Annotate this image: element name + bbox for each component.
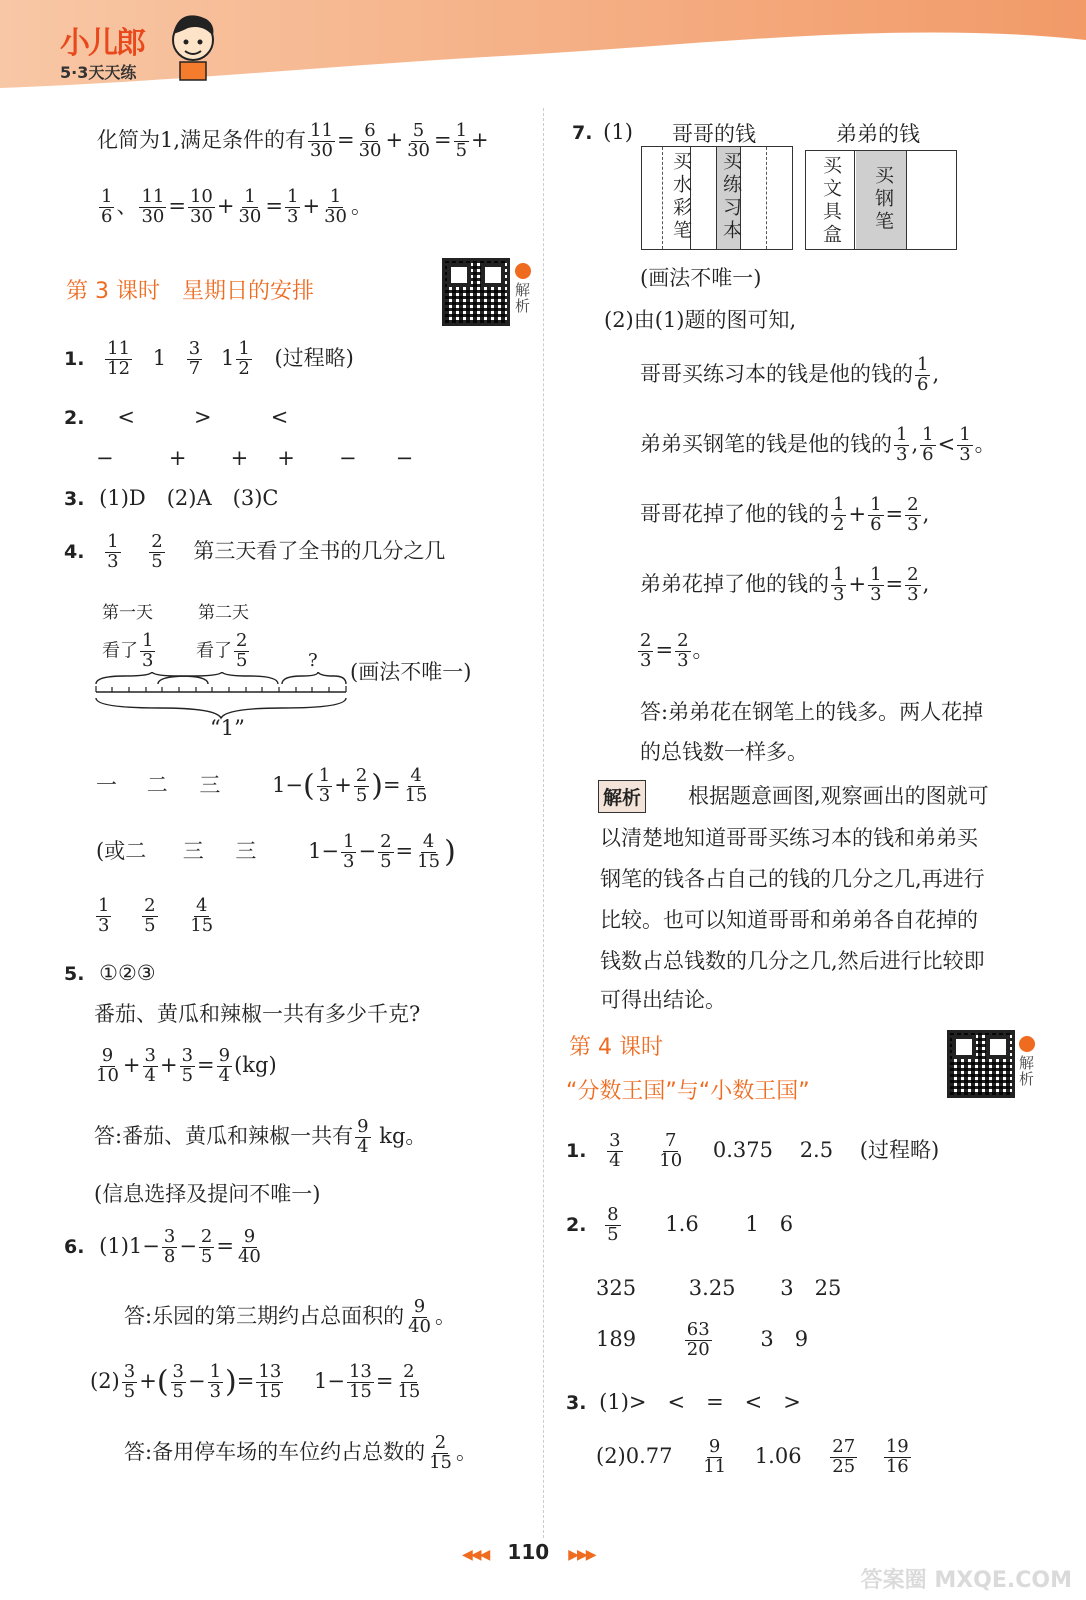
brother-item-workbook: 买练习本 bbox=[720, 151, 742, 243]
q5-equation: $\frac{9}{10}$ + $\frac{3}{4}$ + $\frac{3}{5}$ = $\frac{9}{4}$ (kg) bbox=[96, 1045, 277, 1086]
fraction: $\frac{3}{7}$ bbox=[188, 338, 201, 379]
younger-pen-line: 弟弟买钢笔的钱是他的钱的 $\frac{1}{3}$ , $\frac{1}{6}$ < $\frac{1}{3}$ 。 bbox=[640, 424, 996, 465]
fraction: $\frac{1}{3}$ bbox=[209, 1361, 222, 1402]
fraction: $\frac{2}{3}$ bbox=[677, 630, 689, 671]
fraction: $\frac{1}{3}$ bbox=[896, 424, 908, 465]
fraction: $\frac{1}{3}$ bbox=[287, 186, 299, 227]
l4-q3-part2: (2)0.77 $\frac{9}{11}$ 1.06 $\frac{27}{25}$ $\frac{19}{16}$ bbox=[596, 1436, 909, 1477]
q4-order-row-b: (或二 三 三 1− $\frac{1}{3}$ − $\frac{2}{5}$ = $\frac{4}{15}$ ) bbox=[96, 831, 456, 872]
brother-book-line: 哥哥买练习本的钱是他的钱的 $\frac{1}{6}$ , bbox=[640, 354, 940, 395]
fraction: $\frac{2}{5}$ bbox=[355, 765, 368, 806]
page-number: 110 bbox=[507, 1540, 550, 1564]
qr-code-icon[interactable] bbox=[442, 258, 510, 326]
brother-item-watercolor: 买水彩笔 bbox=[670, 151, 692, 243]
fraction: $\frac{1}{3}$ bbox=[833, 564, 845, 605]
q4-order-row-a: 一 二 三 1−( $\frac{1}{3}$ + $\frac{2}{5}$ )= $\frac{4}{15}$ bbox=[96, 765, 428, 806]
q5-question: 番茄、黄瓜和辣椒一共有多少千克? bbox=[94, 1002, 421, 1026]
fraction: $\frac{1}{6}$ bbox=[922, 424, 934, 465]
younger-item-pen: 买钢笔 bbox=[872, 165, 894, 234]
fraction: $\frac{1}{3}$ bbox=[870, 564, 882, 605]
qr-label: 解析 bbox=[1019, 1054, 1035, 1088]
analysis-line-6: 可得出结论。 bbox=[600, 988, 726, 1012]
fraction: $\frac{1}{30}$ bbox=[324, 186, 347, 227]
diagram-question: ? bbox=[308, 650, 318, 671]
analysis-badge: 解析 bbox=[598, 780, 646, 813]
fraction: $\frac{4}{15}$ bbox=[404, 765, 428, 806]
fraction: $\frac{11}{30}$ bbox=[141, 186, 165, 227]
q5-row: 5. ①②③ bbox=[64, 961, 156, 985]
fraction: $\frac{27}{25}$ bbox=[832, 1436, 856, 1477]
play-icon bbox=[1019, 1036, 1035, 1052]
analysis-line-3: 钢笔的钱各占自己的钱的几分之几,再进行 bbox=[600, 867, 985, 891]
lesson-4-title: 第 4 课时 bbox=[569, 1035, 663, 1060]
fraction: $\frac{3}{4}$ bbox=[144, 1045, 156, 1086]
fraction: $\frac{1}{6}$ bbox=[870, 494, 882, 535]
line-segment-diagram bbox=[90, 672, 352, 720]
fraction: $\frac{1}{2}$ bbox=[833, 494, 845, 535]
fraction: $\frac{13}{15}$ bbox=[258, 1361, 282, 1402]
part2-intro: (2)由(1)题的图可知, bbox=[604, 308, 797, 332]
mascot-icon bbox=[168, 12, 218, 82]
fraction: $\frac{9}{11}$ bbox=[703, 1436, 727, 1477]
fraction: $\frac{1}{5}$ bbox=[455, 120, 468, 161]
brand-subtitle: 5·3天天练 bbox=[60, 63, 137, 82]
column-divider bbox=[543, 108, 544, 1538]
fraction: $\frac{1}{3}$ bbox=[318, 765, 331, 806]
play-icon bbox=[515, 263, 531, 279]
diagram-day1: 第一天 bbox=[102, 603, 153, 623]
fraction: $\frac{1}{3}$ bbox=[343, 831, 355, 872]
q7-answer-line-1: 答:弟弟花在钢笔上的钱多。两人花掉 bbox=[640, 700, 984, 724]
fraction: $\frac{4}{15}$ bbox=[190, 895, 214, 936]
q4-row: 4. $\frac{1}{3}$ $\frac{2}{5}$ 第三天看了全书的几分之几 bbox=[64, 531, 446, 572]
q6-part1: 6. (1)1− $\frac{3}{8}$ − $\frac{2}{5}$ = $\frac{9}{40}$ bbox=[64, 1226, 261, 1267]
lesson-4-subtitle: “分数王国”与“小数王国” bbox=[566, 1079, 810, 1104]
q7-header: 7. (1) bbox=[572, 120, 633, 144]
fraction: $\frac{1}{3}$ bbox=[98, 895, 110, 936]
q6-part1-answer: 答:乐园的第三期约占总面积的 $\frac{9}{40}$ 。 bbox=[124, 1296, 456, 1337]
fraction: $\frac{2}{5}$ bbox=[236, 630, 248, 671]
fraction: $\frac{8}{5}$ bbox=[607, 1204, 619, 1245]
q7-answer-line-2: 的总钱数一样多。 bbox=[640, 740, 808, 764]
fraction: $\frac{2}{3}$ bbox=[907, 494, 919, 535]
brother-money-box bbox=[641, 146, 793, 250]
analysis-line-5: 钱数占总钱数的几分之几,然后进行比较即 bbox=[600, 949, 985, 973]
brother-spent-line: 哥哥花掉了他的钱的 $\frac{1}{2}$ + $\frac{1}{6}$ = $\frac{2}{3}$ , bbox=[640, 494, 930, 535]
q5-answer: 答:番茄、黄瓜和辣椒一共有 $\frac{9}{4}$ kg。 bbox=[94, 1116, 427, 1157]
fraction: $\frac{1}{6}$ bbox=[917, 354, 929, 395]
fraction: $\frac{10}{30}$ bbox=[189, 186, 213, 227]
fraction: $\frac{9}{4}$ bbox=[218, 1045, 231, 1086]
q3-row: 3. (1)D (2)A (3)C bbox=[64, 486, 279, 510]
fraction: $\frac{2}{5}$ bbox=[380, 831, 392, 872]
lesson-3-title: 第 3 课时 星期日的安排 bbox=[66, 279, 314, 304]
fraction: $\frac{5}{30}$ bbox=[407, 120, 430, 161]
next-page-arrows[interactable]: ▶▶▶ bbox=[568, 1547, 595, 1563]
analysis-line-4: 比较。也可以知道哥哥和弟弟各自花掉的 bbox=[600, 908, 978, 932]
l4-q2-row-3: 189 $\frac{63}{20}$ 3 9 bbox=[596, 1319, 809, 1360]
fraction: $\frac{9}{4}$ bbox=[357, 1116, 369, 1157]
younger-item-pencil-case: 买文具盒 bbox=[820, 155, 842, 247]
continuation-line-1: 化简为1,满足条件的有 $\frac{11}{30}$ = $\frac{6}{30}$ + $\frac{5}{30}$ = $\frac{1}{5}$ + bbox=[97, 120, 489, 161]
fraction: $\frac{11}{12}$ bbox=[107, 338, 131, 379]
analysis-line-2: 以清楚地知道哥哥买练习本的钱和弟弟买 bbox=[600, 826, 978, 850]
l4-q2-row-2: 325 3.25 3 25 bbox=[596, 1276, 842, 1300]
watermark: 答案圈 MXQE.COM bbox=[860, 1568, 1072, 1593]
prev-page-arrows[interactable]: ◀◀◀ bbox=[462, 1547, 489, 1563]
fraction: $\frac{1}{3}$ bbox=[959, 424, 971, 465]
younger-label: 弟弟的钱 bbox=[836, 122, 920, 146]
fraction: $\frac{2}{15}$ bbox=[429, 1432, 452, 1473]
fraction: $\frac{3}{8}$ bbox=[163, 1226, 176, 1267]
fraction: $\frac{2}{3}$ bbox=[640, 630, 652, 671]
fraction: $\frac{3}{5}$ bbox=[181, 1045, 194, 1086]
fraction: $\frac{2}{5}$ bbox=[200, 1226, 213, 1267]
fraction: $\frac{2}{5}$ bbox=[151, 531, 163, 572]
brother-label: 哥哥的钱 bbox=[672, 122, 756, 146]
fraction: $\frac{11}{30}$ bbox=[310, 120, 333, 161]
fraction: $\frac{4}{15}$ bbox=[417, 831, 441, 872]
fraction: $\frac{3}{5}$ bbox=[123, 1361, 136, 1402]
q6-part2-answer: 答:备用停车场的车位约占总数的 $\frac{2}{15}$ 。 bbox=[124, 1432, 477, 1473]
header-banner bbox=[0, 0, 1086, 100]
fraction: $\frac{9}{40}$ bbox=[237, 1226, 261, 1267]
q4-fraction-row bbox=[94, 897, 217, 936]
fraction: $\frac{3}{5}$ bbox=[172, 1361, 184, 1402]
draw-note: (画法不唯一) bbox=[640, 266, 762, 290]
l4-q1-row: 1. $\frac{3}{4}$ $\frac{7}{10}$ 0.375 2.5 (过程略) bbox=[566, 1130, 940, 1171]
younger-money-box bbox=[805, 150, 957, 250]
q5-note: (信息选择及提问不唯一) bbox=[94, 1182, 321, 1206]
fraction: $\frac{1}{2}$ bbox=[238, 338, 250, 379]
fraction: $\frac{6}{30}$ bbox=[358, 120, 382, 161]
l4-q2-row-1: 2. $\frac{8}{5}$ 1.6 1 6 bbox=[566, 1204, 794, 1245]
fraction: $\frac{2}{3}$ bbox=[907, 564, 919, 605]
q2-row-2: − + + + − − bbox=[96, 446, 414, 470]
qr-code-icon[interactable] bbox=[947, 1030, 1015, 1098]
diagram-whole-label: “1” bbox=[210, 716, 245, 740]
fraction: $\frac{2}{15}$ bbox=[397, 1361, 421, 1402]
fraction: $\frac{9}{40}$ bbox=[408, 1296, 431, 1337]
page-footer bbox=[462, 1540, 595, 1564]
diagram-seen-2: 看了 $\frac{2}{5}$ bbox=[196, 630, 248, 671]
q2-row-1: 2. < > < bbox=[64, 405, 289, 429]
l4-q3-part1: 3. (1)> < = < > bbox=[566, 1390, 801, 1414]
analysis-line-1: 根据题意画图,观察画出的图就可 bbox=[688, 784, 989, 808]
fraction: $\frac{13}{15}$ bbox=[348, 1361, 372, 1402]
diagram-note: (画法不唯一) bbox=[350, 660, 472, 684]
fraction: $\frac{1}{3}$ bbox=[107, 531, 119, 572]
diagram-seen-1: 看了 $\frac{1}{3}$ bbox=[102, 630, 154, 671]
fraction: $\frac{63}{20}$ bbox=[686, 1319, 710, 1360]
brand-logo bbox=[60, 18, 144, 83]
fraction: $\frac{7}{10}$ bbox=[659, 1130, 683, 1171]
q1-row: 1. $\frac{11}{12}$ 1 $\frac{3}{7}$ 1 $\frac{1}{2}$ (过程略) bbox=[64, 338, 354, 379]
fraction: $\frac{2}{5}$ bbox=[144, 895, 156, 936]
fraction: $\frac{1}{30}$ bbox=[238, 186, 262, 227]
fraction: $\frac{1}{6}$ bbox=[101, 186, 113, 227]
comparison-line: $\frac{2}{3}$ = $\frac{2}{3}$ 。 bbox=[640, 630, 714, 671]
continuation-line-2: $\frac{1}{6}$ 、 $\frac{11}{30}$ = $\frac{10}{30}$ + $\frac{1}{30}$ = $\frac{1}{3}$ + $\frac{1}{30}$ 。 bbox=[101, 186, 372, 227]
fraction: $\frac{19}{16}$ bbox=[885, 1436, 909, 1477]
fraction: $\frac{9}{10}$ bbox=[96, 1045, 119, 1086]
q6-part2: (2) $\frac{3}{5}$ +( $\frac{3}{5}$ − $\frac{1}{3}$ )= $\frac{13}{15}$ 1− $\frac{13}{15}$ = $\frac{2}{15}$ bbox=[90, 1361, 421, 1402]
qr-label: 解析 bbox=[515, 281, 531, 315]
fraction: $\frac{1}{3}$ bbox=[142, 630, 154, 671]
fraction: $\frac{3}{4}$ bbox=[609, 1130, 621, 1171]
brand-title: 小儿郎 bbox=[60, 26, 144, 61]
younger-spent-line: 弟弟花掉了他的钱的 $\frac{1}{3}$ + $\frac{1}{3}$ = $\frac{2}{3}$ , bbox=[640, 564, 930, 605]
diagram-day2: 第二天 bbox=[198, 603, 249, 623]
